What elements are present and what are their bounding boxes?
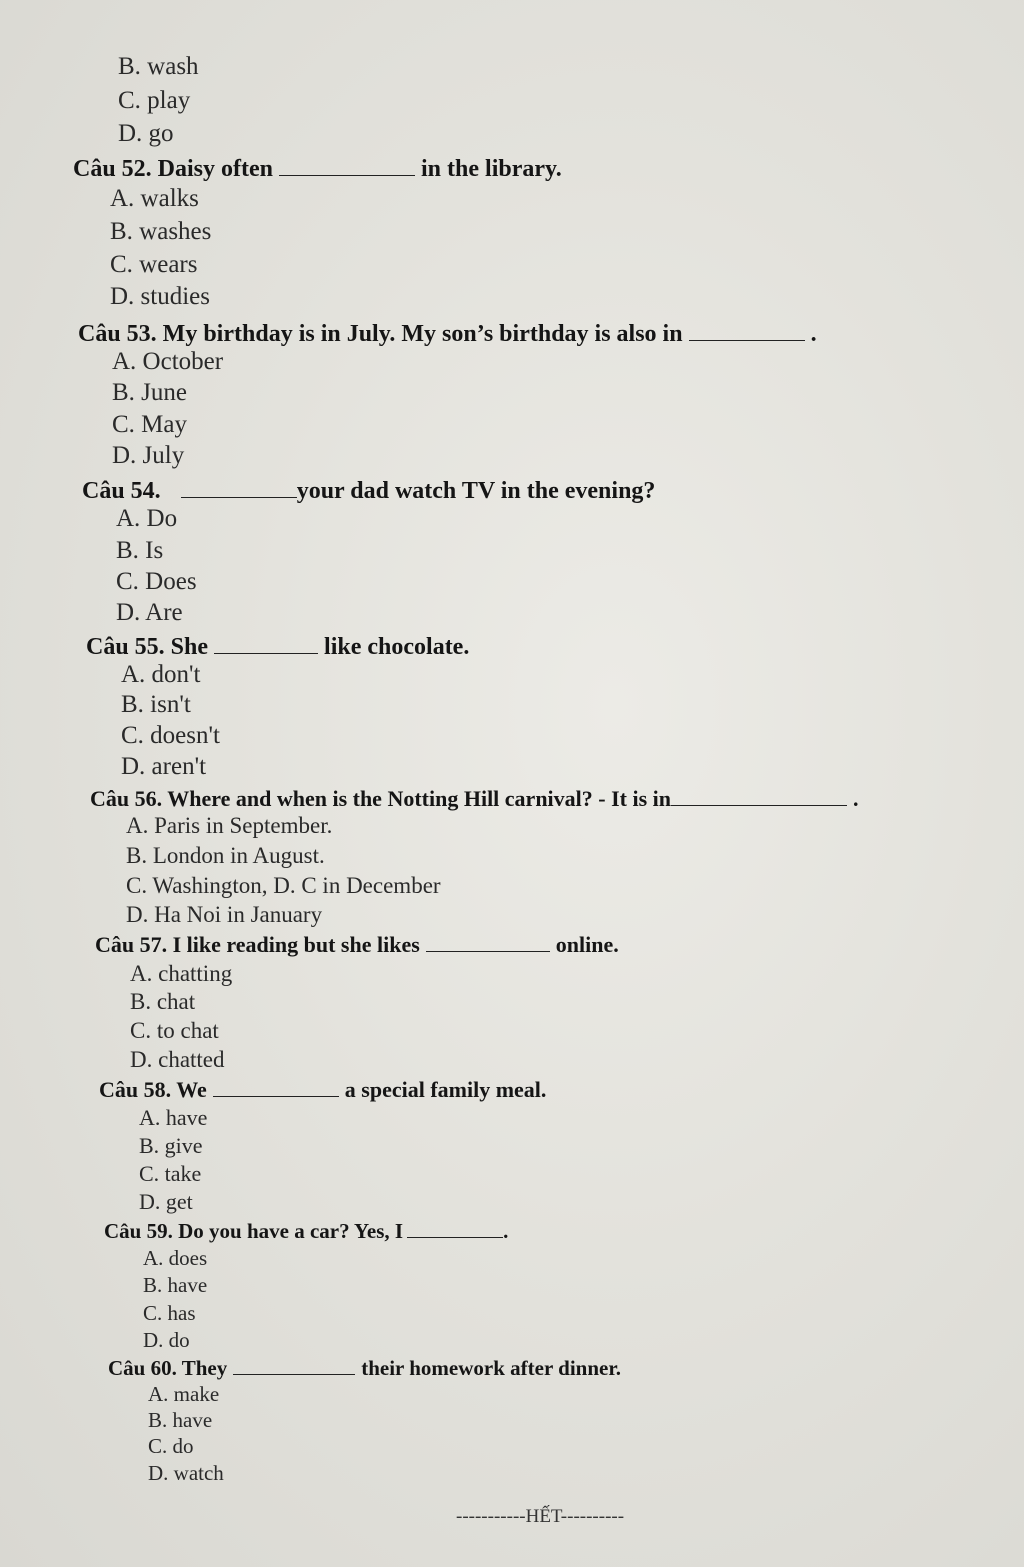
option-55-d: D. aren't [121, 753, 207, 780]
question-57-text: Câu 57. I like reading but she likes [95, 932, 420, 957]
question-60-text: Câu 60. They [108, 1356, 228, 1380]
question-60-after: their homework after dinner. [361, 1356, 621, 1380]
option-60-d: D. watch [148, 1461, 224, 1485]
question-56-after: . [853, 786, 859, 811]
option-60-c: C. do [148, 1434, 194, 1458]
option-58-b: B. give [139, 1133, 203, 1158]
question-59-after: . [503, 1219, 509, 1243]
option-54-c: C. Does [116, 568, 197, 595]
answer-blank [671, 783, 847, 806]
option-58-c: C. take [139, 1161, 202, 1186]
answer-blank [181, 475, 297, 498]
option-55-c: C. doesn't [121, 722, 220, 749]
option-54-b: B. Is [116, 537, 164, 564]
question-55-text: Câu 55. She [86, 634, 209, 660]
question-58-text: Câu 58. We [99, 1077, 207, 1102]
question-55-after: like chocolate. [324, 634, 470, 660]
option-57-a: A. chatting [130, 961, 233, 986]
option-55-a: A. don't [121, 661, 201, 688]
option-56-c: C. Washington, D. C in December [126, 873, 441, 898]
question-52 [73, 153, 562, 184]
answer-blank [214, 631, 318, 654]
question-59-text: Câu 59. Do you have a car? Yes, I [104, 1219, 404, 1243]
option-52-b: B. washes [110, 218, 212, 245]
question-53 [78, 318, 817, 349]
answer-blank [407, 1215, 503, 1238]
option-58-d: D. get [139, 1189, 193, 1214]
question-54-after: your dad watch TV in the evening? [296, 478, 656, 504]
option-54-d: D. Are [116, 599, 183, 626]
option-60-b: B. have [148, 1408, 213, 1432]
option-53-d: D. July [112, 442, 185, 469]
question-59 [104, 1215, 508, 1246]
option-59-d: D. do [143, 1328, 190, 1352]
option-53-b: B. June [112, 379, 187, 406]
option-54-a: A. Do [116, 505, 178, 532]
option-60-a: A. make [148, 1382, 220, 1406]
option-51-d: D. go [118, 120, 174, 147]
option-51-c: C. play [118, 87, 191, 114]
question-52-after: in the library. [421, 156, 562, 182]
question-58-after: a special family meal. [344, 1077, 547, 1102]
question-58 [99, 1074, 546, 1105]
option-58-a: A. have [139, 1105, 208, 1130]
option-51-b: B. wash [118, 53, 199, 80]
option-57-b: B. chat [130, 989, 196, 1014]
answer-blank [233, 1352, 355, 1375]
option-56-b: B. London in August. [126, 843, 325, 868]
option-52-c: C. wears [110, 251, 198, 278]
answer-blank [689, 318, 805, 341]
option-52-d: D. studies [110, 283, 210, 310]
option-59-c: C. has [143, 1301, 196, 1325]
option-56-d: D. Ha Noi in January [126, 902, 323, 927]
option-56-a: A. Paris in September. [126, 813, 333, 838]
question-56-text: Câu 56. Where and when is the Notting Hill carnival? - It is in [90, 786, 672, 811]
option-53-c: C. May [112, 411, 187, 438]
question-55 [86, 631, 469, 662]
question-54-text: Câu 54. [82, 478, 161, 504]
option-57-d: D. chatted [130, 1047, 225, 1072]
option-52-a: A. walks [110, 185, 199, 212]
question-52-text: Câu 52. Daisy often [73, 156, 274, 182]
question-53-text: Câu 53. My birthday is in July. My son’s birthday is also in [78, 321, 683, 347]
answer-blank [279, 153, 415, 176]
option-55-b: B. isn't [121, 691, 191, 718]
option-59-b: B. have [143, 1273, 208, 1297]
question-56 [90, 783, 859, 814]
question-57 [95, 929, 619, 960]
option-57-c: C. to chat [130, 1018, 219, 1043]
option-59-a: A. does [143, 1246, 208, 1270]
end-marker: -----------HẾT---------- [456, 1506, 625, 1527]
answer-blank [426, 929, 550, 952]
question-54 [82, 475, 655, 506]
question-57-after: online. [555, 932, 619, 957]
answer-blank [213, 1074, 339, 1097]
option-53-a: A. October [112, 348, 224, 375]
question-53-after: . [810, 321, 817, 347]
